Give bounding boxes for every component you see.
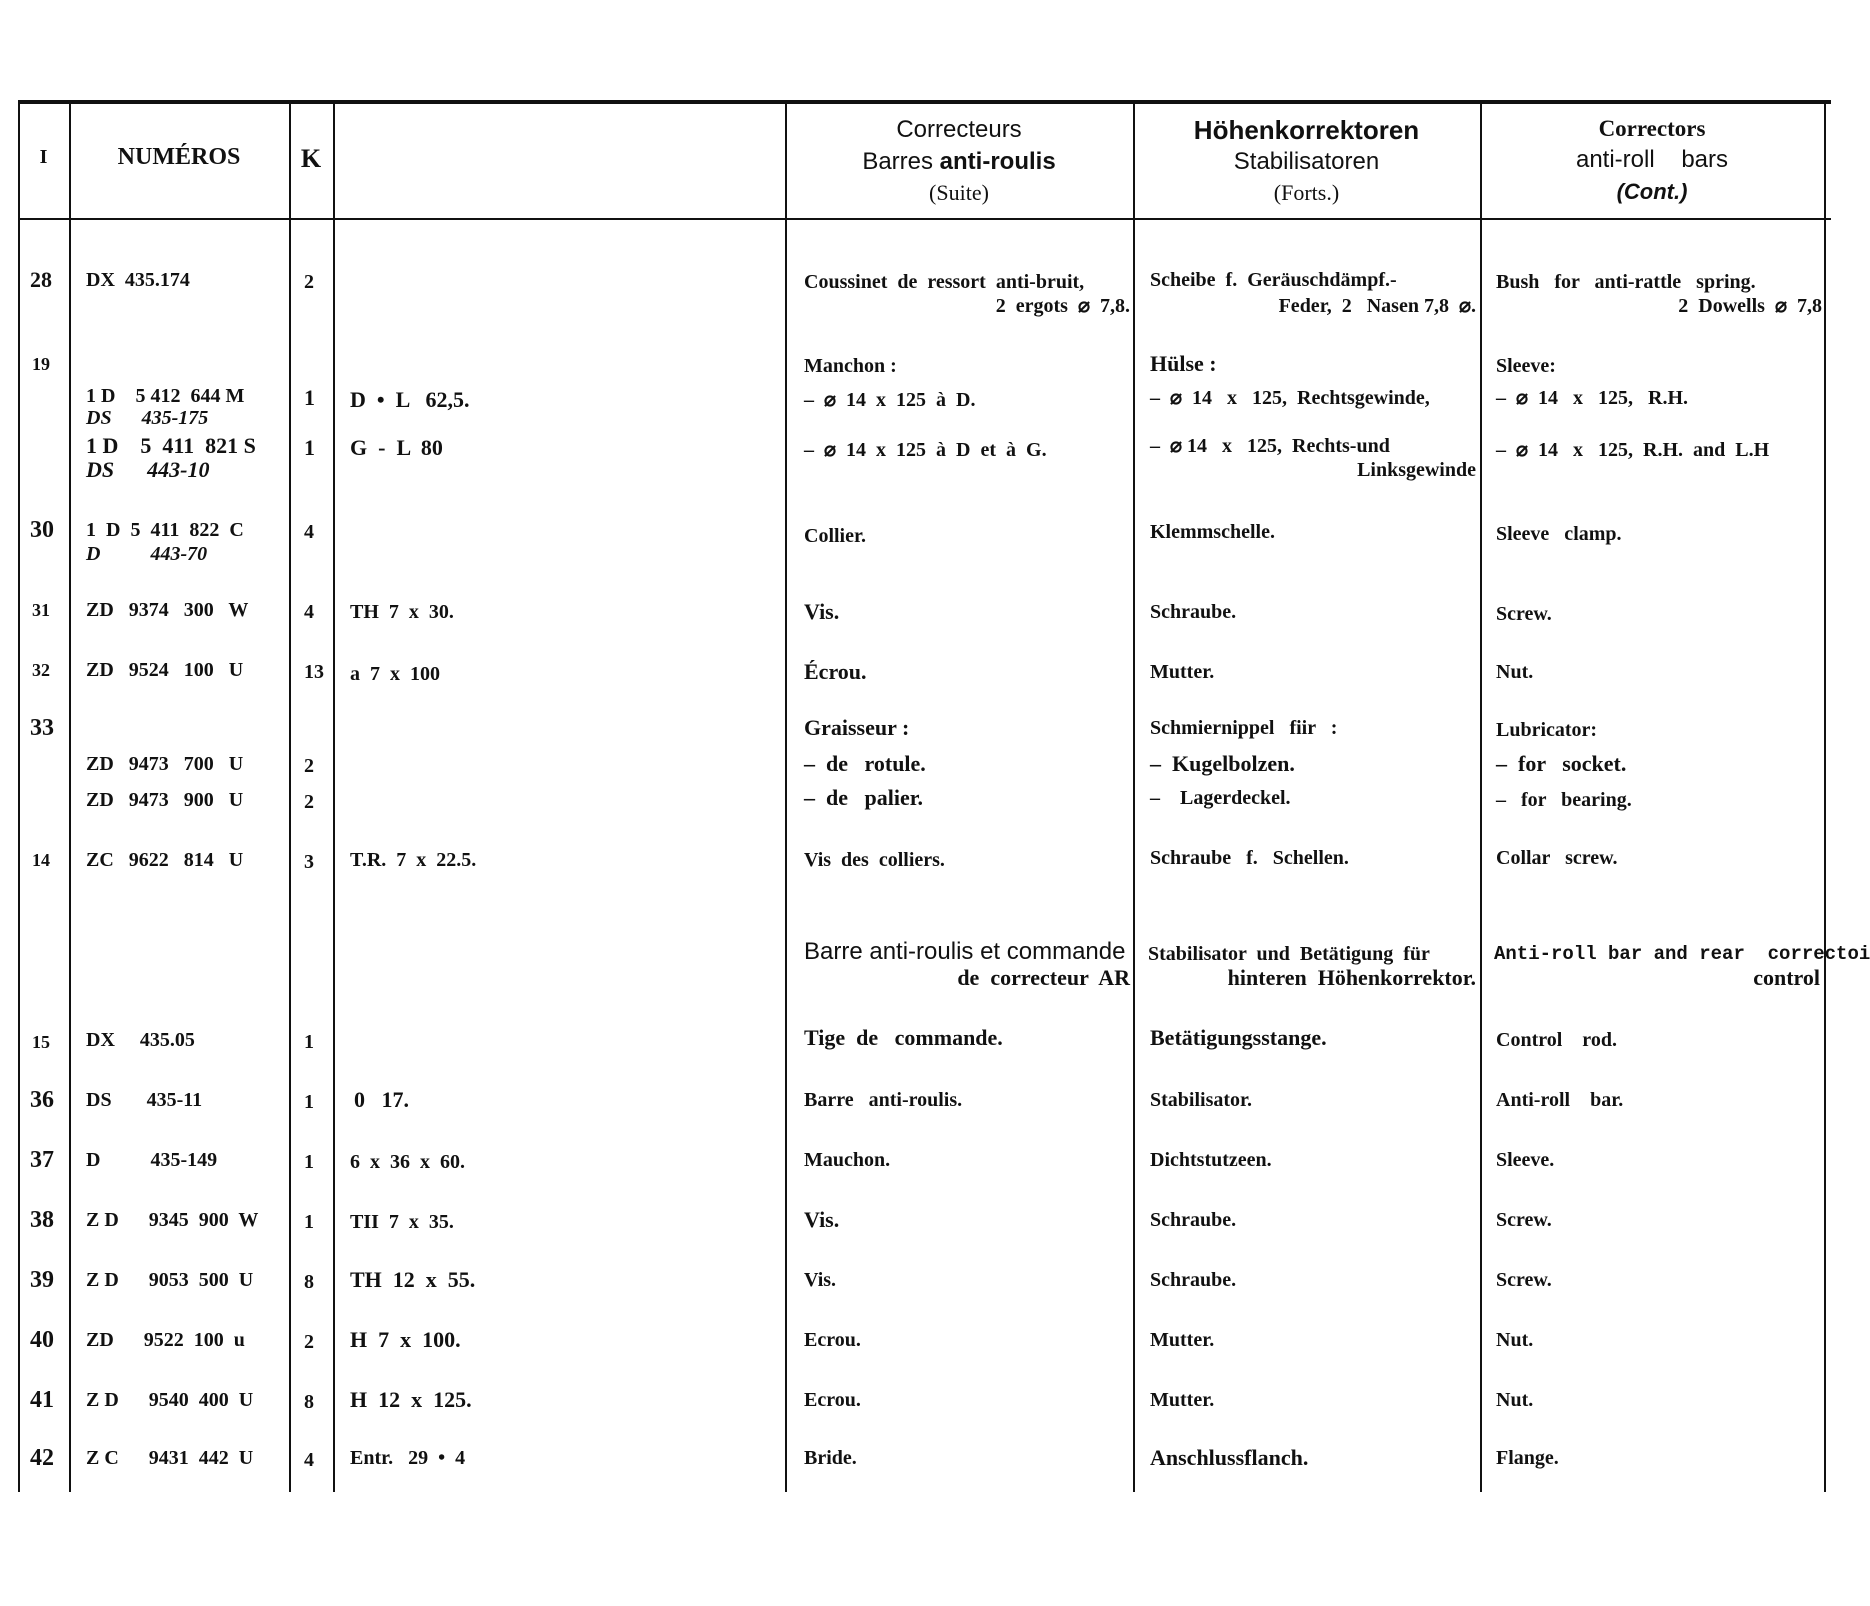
row-ref: 15 (32, 1032, 50, 1052)
row-ref: 40 (30, 1327, 54, 1353)
header-en-line2: anti-roll bars (1575, 146, 1729, 173)
row-number: ZD 9473 900 U (86, 789, 244, 811)
row-de: Schraube. (1150, 1209, 1237, 1231)
row-qty: 3 (304, 851, 314, 873)
row-fr: Graisseur : (804, 715, 910, 740)
row-de: Betätigungsstange. (1150, 1025, 1327, 1050)
row-dim: Entr. 29 • 4 (350, 1447, 466, 1469)
header-de-line2: Stabilisatoren (1233, 148, 1380, 175)
row-dim: TH 12 x 55. (350, 1267, 476, 1292)
row-fr: Ecrou. (804, 1389, 861, 1411)
section-heading-en: control (1753, 965, 1820, 990)
row-qty: 1 (304, 1031, 314, 1053)
row-en: Nut. (1496, 661, 1534, 683)
header-en-line1: Correctors (1598, 116, 1706, 141)
row-fr: Ecrou. (804, 1329, 861, 1351)
row-ref: 33 (30, 715, 54, 741)
row-en: Screw. (1496, 603, 1552, 625)
row-fr: – ⌀ 14 x 125 à D. (804, 389, 976, 411)
row-qty: 4 (304, 1449, 314, 1471)
header-de-line3: (Forts.) (1273, 180, 1340, 205)
section-heading-de: hinteren Höhenkorrektor. (1227, 965, 1476, 990)
parts-table (18, 100, 1870, 1492)
row-number: ZD 9522 100 u (86, 1329, 245, 1351)
row-ref: 39 (30, 1267, 54, 1293)
row-qty: 1 (304, 435, 315, 460)
row-number: ZD 9473 700 U (86, 753, 244, 775)
row-de: Hülse : (1150, 351, 1217, 376)
row-number: DX 435.05 (86, 1029, 195, 1051)
header-en-line3: (Cont.) (1616, 179, 1688, 204)
row-number: ZC 9622 814 U (86, 849, 244, 871)
row-number: 1 D 5 411 822 C (86, 519, 244, 541)
row-number: 1 D 5 412 644 M (86, 385, 245, 407)
row-dim: TH 7 x 30. (350, 601, 454, 623)
row-en: Nut. (1496, 1329, 1534, 1351)
row-dim: 0 17. (354, 1087, 409, 1112)
column-divider (18, 100, 20, 1492)
row-de: Klemmschelle. (1150, 521, 1275, 543)
row-number: DS 435-175 (86, 407, 209, 429)
row-de: – Lagerdeckel. (1150, 787, 1291, 809)
row-qty: 2 (304, 1331, 314, 1353)
row-dim: 6 x 36 x 60. (350, 1151, 465, 1173)
row-ref: 28 (30, 267, 52, 292)
row-qty: 8 (304, 1271, 314, 1293)
row-de: Feder, 2 Nasen 7,8 ⌀. (1278, 295, 1476, 317)
row-number: ZD 9524 100 U (86, 659, 244, 681)
row-ref: 30 (30, 517, 54, 543)
row-en: 2 Dowells ⌀ 7,8 (1678, 295, 1822, 317)
header-fr-line1: Correcteurs (896, 116, 1022, 143)
row-qty: 2 (304, 271, 314, 293)
row-fr: Collier. (804, 525, 867, 547)
section-heading-fr: Barre anti-roulis et commande (804, 938, 1126, 965)
row-dim: H 7 x 100. (350, 1327, 461, 1352)
row-de: – ⌀ 14 x 125, Rechts-und (1150, 435, 1390, 457)
row-ref: 36 (30, 1087, 54, 1113)
row-ref: 37 (30, 1147, 54, 1173)
row-de: Mutter. (1150, 661, 1215, 683)
row-fr: Bride. (804, 1447, 857, 1469)
row-de: Scheibe f. Geräuschdämpf.- (1150, 269, 1397, 291)
row-dim: D • L 62,5. (350, 387, 470, 412)
row-ref: 14 (32, 850, 50, 870)
row-dim: T.R. 7 x 22.5. (350, 849, 477, 871)
row-en: Sleeve: (1496, 355, 1556, 377)
row-qty: 8 (304, 1391, 314, 1413)
header-k: K (300, 144, 322, 173)
row-en: – ⌀ 14 x 125, R.H. and L.H (1496, 439, 1770, 461)
row-dim: G - L 80 (350, 435, 443, 460)
row-number: Z D 9053 500 U (86, 1269, 254, 1291)
header-fr-line2: Barres anti-roulis (862, 148, 1056, 175)
row-ref: 31 (32, 600, 50, 620)
row-qty: 1 (304, 1151, 314, 1173)
column-divider (1133, 100, 1135, 1492)
row-en: – ⌀ 14 x 125, R.H. (1496, 387, 1689, 409)
column-divider (289, 100, 291, 1492)
column-divider (69, 100, 71, 1492)
row-qty: 1 (304, 385, 315, 410)
row-en: – for bearing. (1496, 789, 1632, 811)
row-dim: TII 7 x 35. (350, 1211, 454, 1233)
row-en: – for socket. (1496, 751, 1627, 776)
row-dim: a 7 x 100 (350, 663, 440, 685)
row-number: DX 435.174 (86, 269, 190, 291)
row-en: Anti-roll bar. (1496, 1089, 1624, 1111)
row-en: Sleeve clamp. (1496, 523, 1622, 545)
section-heading-de: Stabilisator und Betätigung für (1148, 943, 1430, 965)
row-de: Schmiernippel fiir : (1150, 717, 1338, 739)
row-en: Control rod. (1496, 1029, 1617, 1051)
row-de: Schraube. (1150, 601, 1237, 623)
column-divider (1480, 100, 1482, 1492)
row-fr: Manchon : (804, 355, 897, 377)
column-divider (785, 100, 787, 1492)
row-fr: Vis des colliers. (804, 849, 945, 871)
row-number: ZD 9374 300 W (86, 599, 249, 621)
header-de (1133, 114, 1480, 208)
row-de: Linksgewinde (1357, 459, 1476, 481)
header-fr (785, 114, 1133, 208)
row-fr: – de rotule. (804, 751, 926, 776)
row-ref: 38 (30, 1207, 54, 1233)
row-de: Mutter. (1150, 1329, 1215, 1351)
row-fr: Mauchon. (804, 1149, 891, 1171)
row-en: Screw. (1496, 1209, 1552, 1231)
row-de: Dichtstutzeen. (1150, 1149, 1272, 1171)
row-de: Schraube. (1150, 1269, 1237, 1291)
row-number: Z C 9431 442 U (86, 1447, 254, 1469)
row-en: Bush for anti-rattle spring. (1496, 271, 1756, 293)
row-qty: 1 (304, 1211, 314, 1233)
row-fr: 2 ergots ⌀ 7,8. (995, 295, 1130, 317)
header-ref: I (39, 146, 48, 168)
row-en: Screw. (1496, 1269, 1552, 1291)
row-en: Collar screw. (1496, 847, 1618, 869)
row-fr: Barre anti-roulis. (804, 1089, 963, 1111)
row-de: – ⌀ 14 x 125, Rechtsgewinde, (1150, 387, 1430, 409)
row-number: Z D 9540 400 U (86, 1389, 254, 1411)
row-fr: Vis. (804, 1269, 837, 1291)
row-de: Mutter. (1150, 1389, 1215, 1411)
section-heading-fr: de correcteur AR (957, 965, 1130, 990)
row-qty: 4 (304, 601, 314, 623)
header-de-line1: Höhenkorrektoren (1193, 115, 1420, 145)
row-number: D 435-149 (86, 1149, 218, 1171)
row-de: Schraube f. Schellen. (1150, 847, 1349, 869)
row-qty: 13 (304, 661, 324, 683)
row-fr: Vis. (804, 1207, 840, 1232)
row-ref: 19 (32, 354, 50, 374)
row-en: Sleeve. (1496, 1149, 1555, 1171)
row-en: Lubricator: (1496, 719, 1598, 741)
row-dim: H 12 x 125. (350, 1387, 472, 1412)
column-divider (1824, 100, 1826, 1492)
row-de: Anschlussflanch. (1150, 1445, 1309, 1470)
row-fr: – de palier. (804, 785, 923, 810)
header-en (1480, 114, 1824, 208)
row-fr: – ⌀ 14 x 125 à D et à G. (804, 439, 1047, 461)
row-fr: Tige de commande. (804, 1025, 1003, 1050)
row-qty: 2 (304, 755, 314, 777)
row-fr: Vis. (804, 599, 840, 624)
section-heading-en: Anti-roll bar and rear correctoi (1494, 943, 1870, 965)
row-en: Flange. (1496, 1447, 1559, 1469)
header-fr-line3: (Suite) (929, 180, 989, 205)
row-qty: 2 (304, 791, 314, 813)
row-fr: Coussinet de ressort anti-bruit, (804, 271, 1085, 293)
column-divider (333, 100, 335, 1492)
row-de: Stabilisator. (1150, 1089, 1253, 1111)
row-ref: 32 (32, 660, 50, 680)
row-ref: 42 (30, 1445, 54, 1471)
row-number: DS 435-11 (86, 1089, 203, 1111)
row-qty: 1 (304, 1091, 314, 1113)
row-number: D 443-70 (86, 543, 208, 565)
row-number: DS 443-10 (86, 457, 210, 482)
header-numeros: NUMÉROS (117, 144, 241, 170)
row-qty: 4 (304, 521, 314, 543)
row-ref: 41 (30, 1387, 54, 1413)
row-number: 1 D 5 411 821 S (86, 433, 256, 458)
row-en: Nut. (1496, 1389, 1534, 1411)
row-fr: Écrou. (804, 659, 867, 684)
row-de: – Kugelbolzen. (1150, 751, 1295, 776)
row-number: Z D 9345 900 W (86, 1209, 259, 1231)
